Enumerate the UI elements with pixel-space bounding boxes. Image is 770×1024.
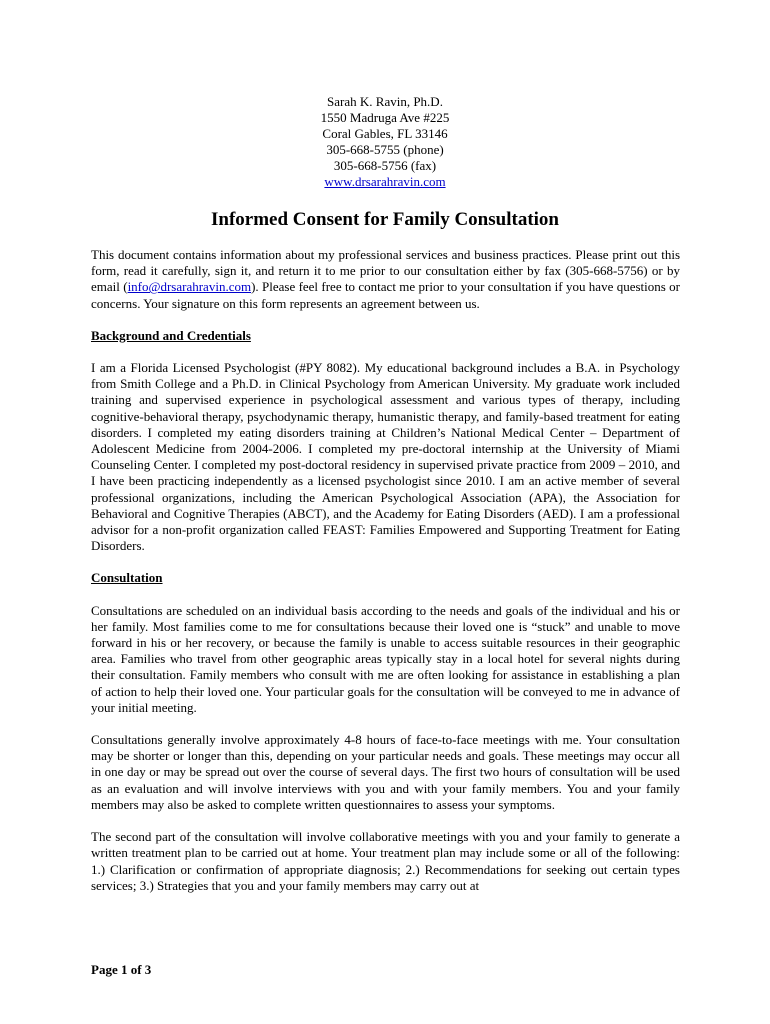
- fax-number: 305-668-5756 (fax): [333, 158, 437, 173]
- page-number: Page 1 of 3: [91, 962, 152, 977]
- intro-text-part2: ). Please feel free to contact me prior to your consultation if you have questions or concerns. Your signature on this form represents an agreement between us.: [91, 279, 680, 311]
- intro-paragraph: [91, 247, 680, 312]
- email-link[interactable]: info@drsarahravin.com: [127, 279, 252, 295]
- section-heading-consultation: Consultation: [91, 570, 163, 586]
- city-state-zip: Coral Gables, FL 33146: [322, 126, 448, 141]
- phone-number: 305-668-5755 (phone): [326, 142, 444, 157]
- section-heading-background: Background and Credentials: [91, 327, 251, 343]
- author-name: Sarah K. Ravin, Ph.D.: [327, 94, 443, 109]
- consultation-paragraph-2: Consultations generally involve approximately 4-8 hours of face-to-face meetings with me. Your consultation may be shorter or longer than this, depending on your particular needs and goals. These meetings may occur all in one day or may be spread out over the course of several days. The first two hours of consultation will be used as an evaluation and will involve interviews with you and with your family members. You and your family members may also be asked to complete written questionnaires to assess your symptoms.: [91, 732, 680, 812]
- consultation-paragraph-1: Consultations are scheduled on an individual basis according to the needs and goals of the individual and his or her family. Most families come to me for consultations because their loved one is “stuck” and unable to move forward in his or her recovery, or because the family is unable to access suitable resources in their geographic area. Families who travel from other geographic areas typically stay in a local hotel for several nights during their consultation. Family members who consult with me are often looking for assistance in establishing a plan of action to help their loved one. Your particular goals for the consultation will be conveyed to me in advance of your initial meeting.: [91, 602, 680, 715]
- background-paragraph: I am a Florida Licensed Psychologist (#PY 8082). My educational background includes a B.A. in Psychology from Smith College and a Ph.D. in Clinical Psychology from American University. My graduate work included training and supervised experience in psychological assessment and various types of therapy, including cognitive-behavioral therapy, psychodynamic therapy, humanistic therapy, and family-based treatment for eating disorders. I completed my eating disorders training at Children’s National Medical Center – Department of Adolescent Medicine from 2004-2006. I completed my pre-doctoral internship at the University of Miami Counseling Center. I completed my post-doctoral residency in supervised private practice from 2009 – 2010, and I have been practicing independently as a licensed psychologist since 2010. I am an active member of several professional organizations, including the American Psychological Association (APA), the Association for Behavioral and Cognitive Therapies (ABCT), and the Academy for Eating Disorders (AED). I am a professional advisor for a non-profit organization called FEAST: Families Empowered and Supporting Treatment for Eating Disorders.: [91, 360, 680, 554]
- document-body: [91, 247, 680, 910]
- street-address: 1550 Madruga Ave #225: [320, 110, 450, 125]
- consultation-paragraph-3: The second part of the consultation will involve collaborative meetings with you and your family to generate a written treatment plan to be carried out at home. Your treatment plan may include some or all of the following: 1.) Clarification or confirmation of appropriate diagnosis; 2.) Recommendations for seeking out certain types services; 3.) Strategies that you and your family members may carry out at: [91, 829, 680, 893]
- intro-text-part1: This document contains information about my professional services and business practices. Please print out this form, read it carefully, sign it, and return it to me prior to our consultation either by fax (305-668-5756) or by email (: [91, 247, 680, 295]
- website-link[interactable]: www.drsarahravin.com: [324, 174, 446, 189]
- letterhead: [0, 94, 770, 190]
- document-title: Informed Consent for Family Consultation: [211, 209, 559, 230]
